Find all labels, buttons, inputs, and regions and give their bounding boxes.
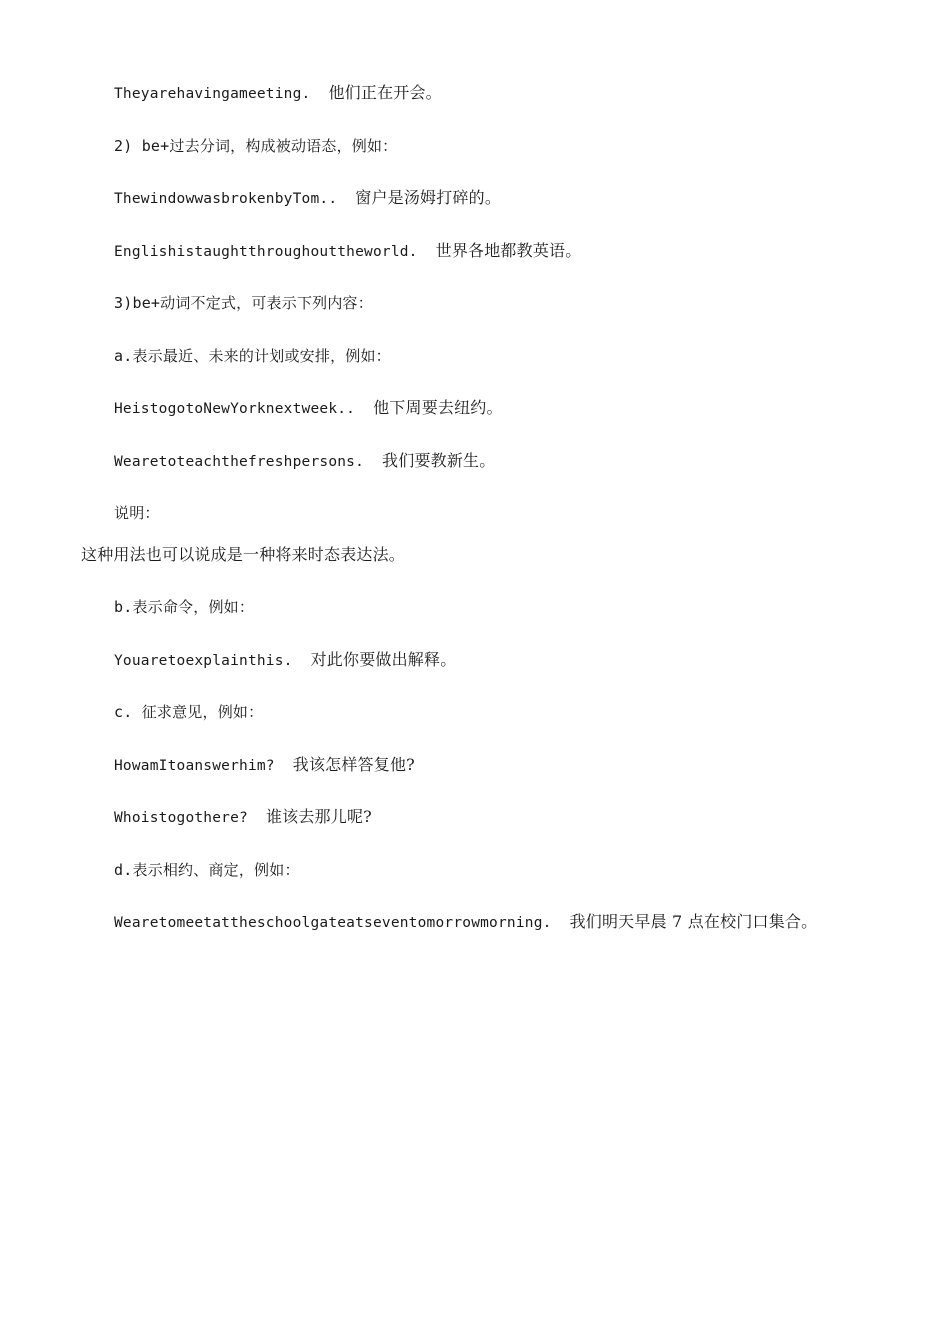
example-line [114, 451, 495, 472]
english-sentence: Youaretoexplainthis. [114, 653, 293, 669]
english-sentence: Wearetomeetattheschoolgateatseventomorrowmorning. [114, 915, 552, 931]
note-text: 这种用法也可以说成是一种将来时态表达法。 [81, 545, 406, 564]
english-sentence: Theyarehavingameeting. [114, 86, 311, 102]
sub-heading: d.表示相约、商定，例如： [114, 861, 300, 879]
example-line [114, 650, 456, 671]
example-line [114, 912, 817, 933]
english-sentence: Wearetoteachthefreshpersons. [114, 454, 365, 470]
example-line [114, 241, 581, 262]
english-sentence: HowamItoanswerhim? [114, 758, 275, 774]
chinese-translation: 窗户是汤姆打碎的。 [355, 188, 502, 207]
chinese-translation: 对此你要做出解释。 [310, 650, 457, 669]
chinese-translation: 谁该去那儿呢? [265, 807, 372, 826]
example-line [114, 807, 372, 828]
english-sentence: Englishistaughtthroughouttheworld. [114, 244, 418, 260]
english-sentence: ThewindowwasbrokenbyTom.. [114, 191, 338, 207]
sub-heading: b.表示命令，例如： [114, 598, 255, 616]
example-line [114, 188, 501, 209]
chinese-translation: 他下周要去纽约。 [373, 398, 503, 417]
english-sentence: Whoistogothere? [114, 810, 248, 826]
chinese-translation: 我们要教新生。 [382, 451, 496, 470]
example-line [114, 398, 503, 419]
english-sentence: HeistogotoNewYorknextweek.. [114, 401, 356, 417]
example-line [114, 755, 415, 776]
sub-heading: a.表示最近、未来的计划或安排，例如： [114, 347, 391, 365]
example-line [114, 83, 442, 104]
section-heading: 2) be+过去分词，构成被动语态，例如： [114, 137, 398, 155]
chinese-translation: 我们明天早晨 7 点在校门口集合。 [569, 912, 818, 931]
sub-heading: c. 征求意见，例如： [114, 703, 264, 721]
chinese-translation: 我该怎样答复他? [292, 755, 415, 774]
chinese-translation: 世界各地都教英语。 [435, 241, 582, 260]
section-heading: 3)be+动词不定式，可表示下列内容： [114, 294, 373, 312]
note-label: 说明： [114, 504, 160, 522]
chinese-translation: 他们正在开会。 [328, 83, 442, 102]
